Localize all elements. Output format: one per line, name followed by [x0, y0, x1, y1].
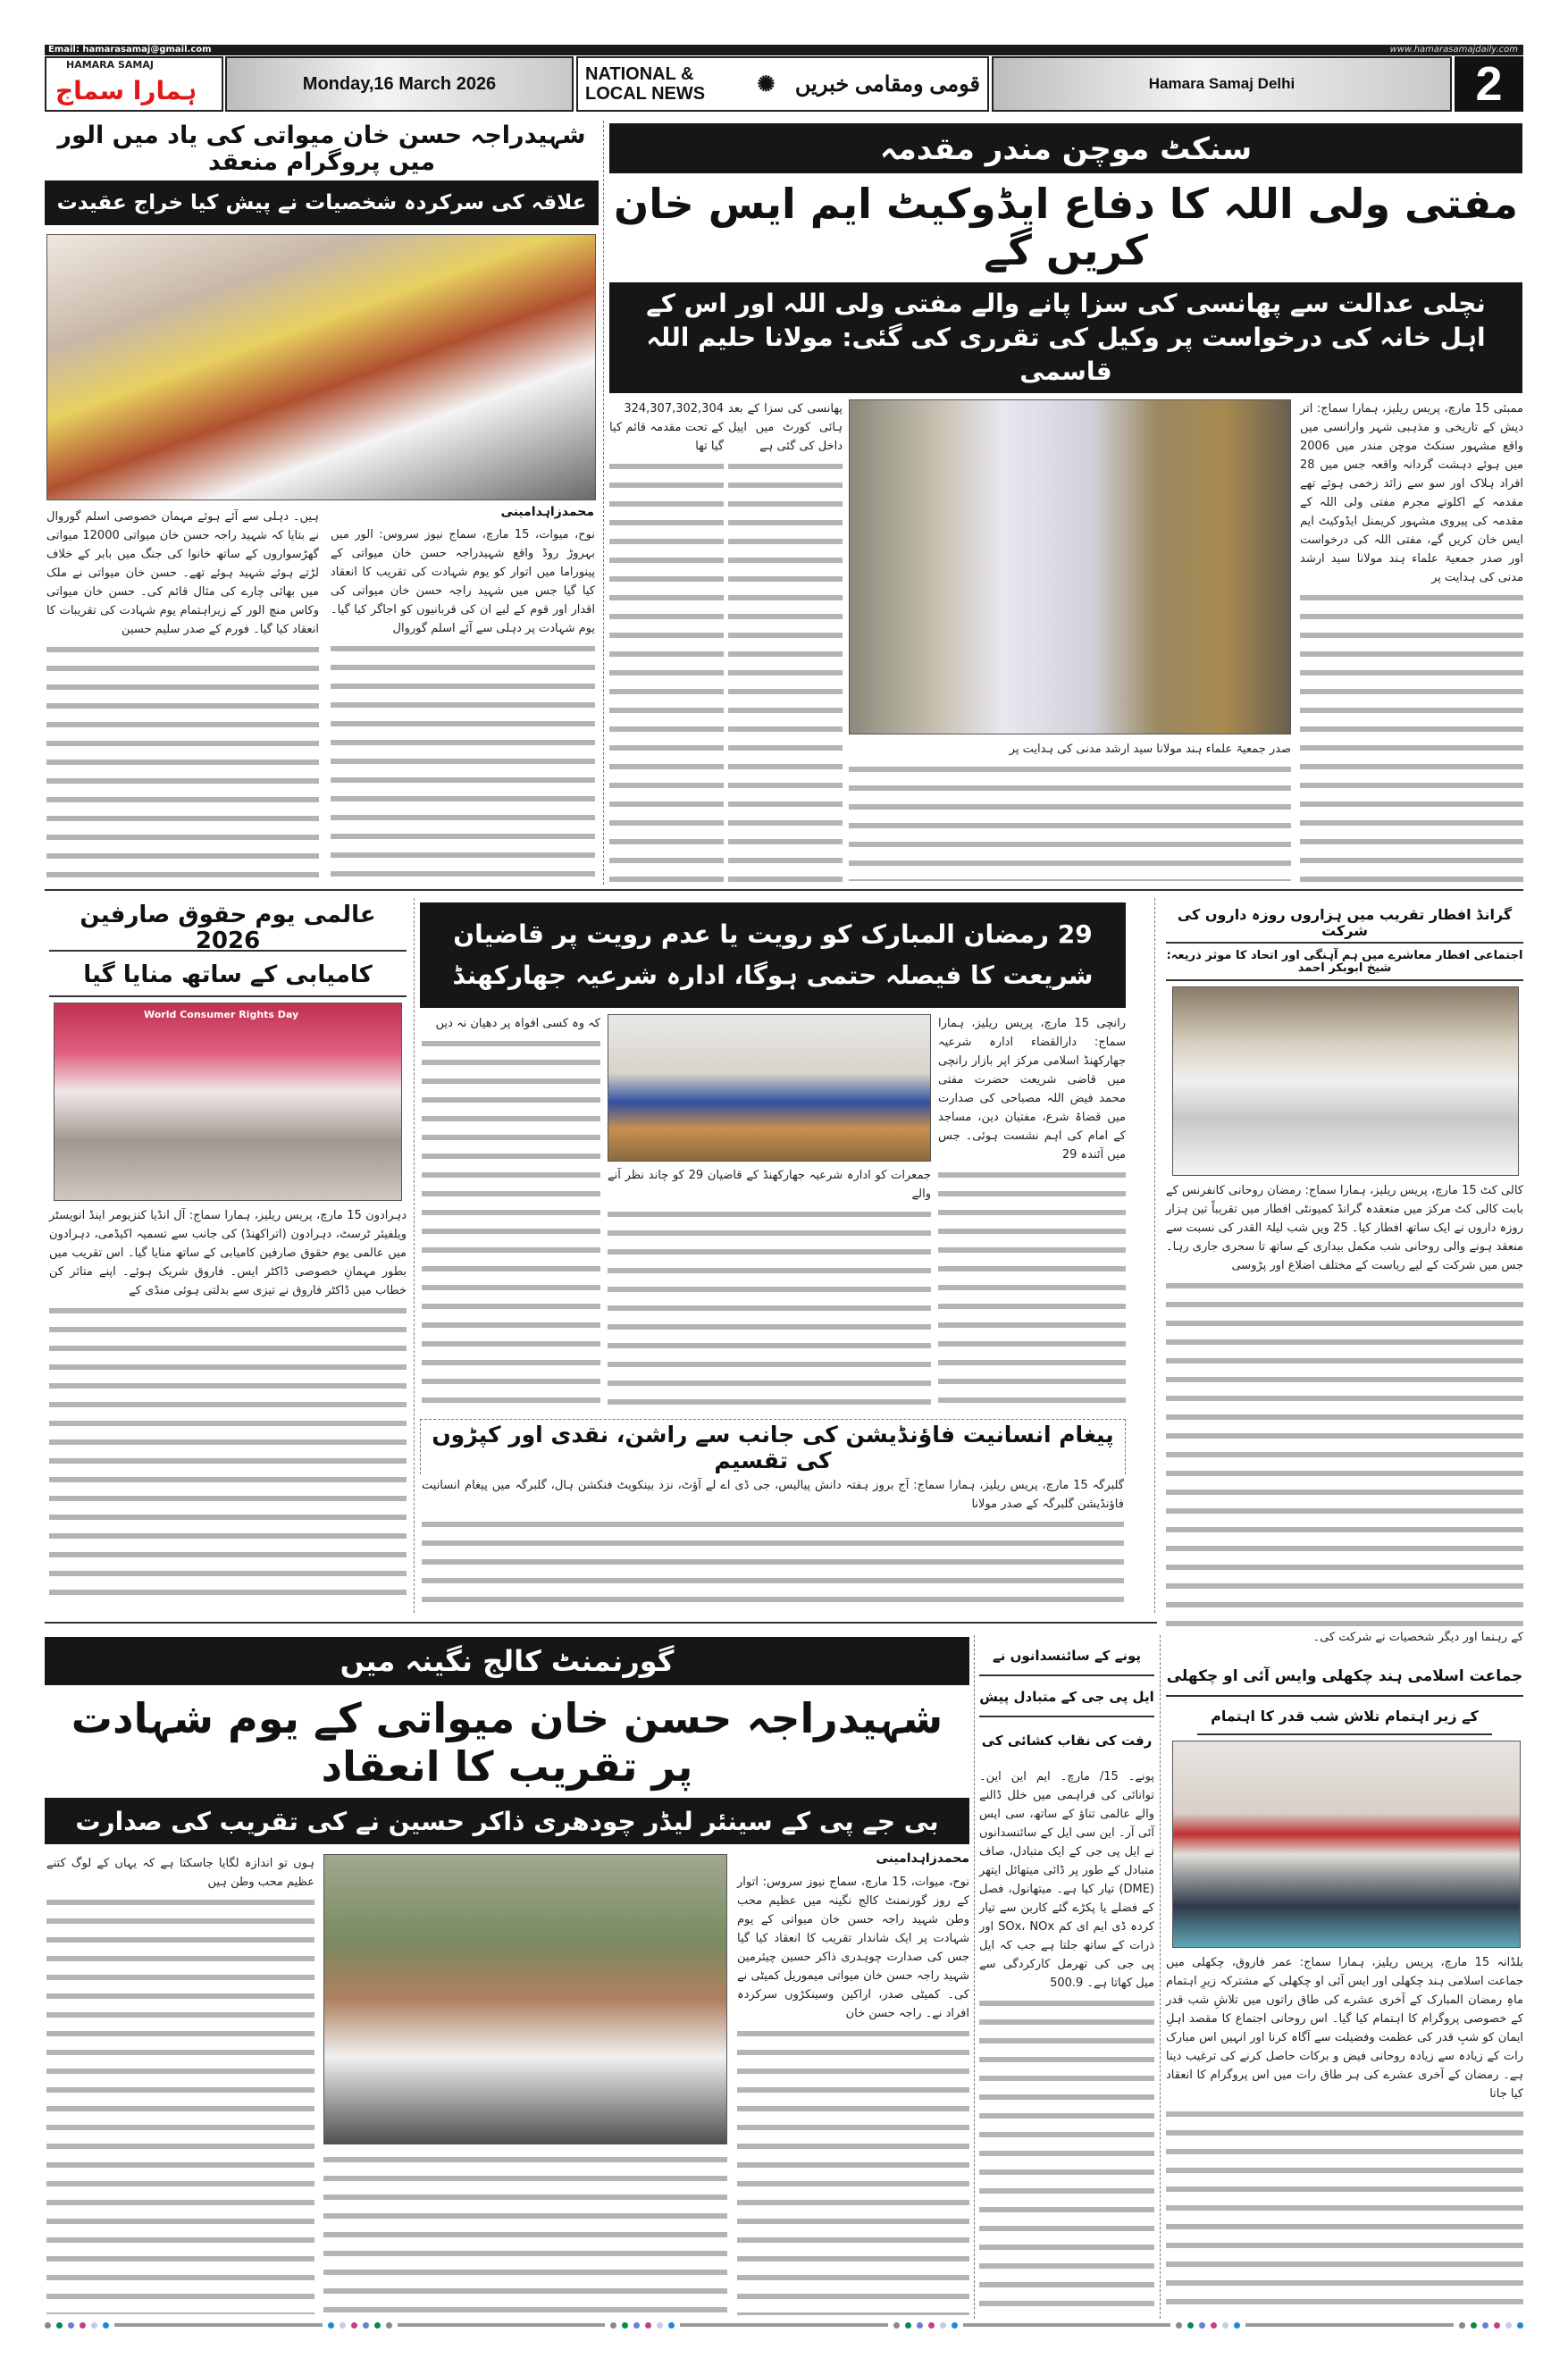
nagina-column-3: ہوں تو اندازہ لگایا جاسکتا ہے کہ یہاں کے لوگ کتنے عظیم محب وطن ہیں — [46, 1854, 314, 2314]
nagina-column-2 — [323, 2149, 727, 2314]
edition-name: Hamara Samaj Delhi — [1148, 75, 1295, 92]
mufti-column-1: ممبئی 15 مارچ، پریس ریلیز، ہمارا سماج: اتر دیش کے تاریخی و مذہبی شہر وارانسی میں واقع مشہور سنکٹ موچن مندر میں 2006 میں ہوئے دہشت گردانہ واقعہ جس میں 28 افراد ہلاک اور سو سے زائد زخمی ہوئے تھے مقدمہ کے اکلوتے مجرم مفتی ولی اللہ کے مقدمہ کی پیروی مشہور کریمنل ایڈوکیٹ ایم ایس خان کریں گے، مفتی اللہ کی درخواست اور صدر جمعیۃ علماء ہند مولانا سید ارشد مدنی کی ہدایت پر — [1300, 399, 1523, 882]
column-divider — [603, 121, 604, 885]
issue-date: Monday,16 March 2026 — [302, 73, 497, 94]
column-divider — [414, 898, 415, 1613]
paigham-headline: پیغام انسانیت فاؤنڈیشن کی جانب سے راشن، نقدی اور کپڑوں کی تقسیم — [420, 1419, 1126, 1474]
pune-headline-1: پونے کے سائنسدانوں نے — [979, 1637, 1154, 1676]
section-english: NATIONAL & LOCAL NEWS — [585, 64, 706, 104]
mufti-column-3: پھانسی کی سزا کے بعد ہائی کورٹ میں اپیل داخل کی گئی ہے — [728, 399, 843, 882]
column-divider — [1160, 1635, 1161, 2319]
alwar-column-1: نوح، میوات، 15 مارچ، سماج نیوز سروس: الور میں بہروڑ روڈ واقع شہیدراجہ حسن خان میواتی کے پینوراما میں اتوار کو یوم شہادت کی تقریب کا انعقاد کیا گیا جس میں شہید راجہ حسن خان میواتی کی اقدار اور قوم کے لیے ان کی قربانیوں کو اجاگر کیا گیا۔ یوم شہادت پر دہلی سے آئے اسلم گوروال — [331, 525, 595, 878]
ramadan-meeting-photo — [608, 1014, 931, 1162]
alwar-event-photo — [46, 234, 596, 500]
consumer-event-photo — [54, 1003, 402, 1201]
iftar-subhead: اجتماعی افطار معاشرے میں ہم آہنگی اور اتحاد کا موثر ذریعہ: شیخ ابوبکر احمد — [1166, 945, 1523, 981]
column-divider — [974, 1635, 975, 2319]
iftar-headline: گرانڈ افطار تقریب میں ہزاروں روزہ داروں کی شرکت — [1166, 904, 1523, 944]
website: www.hamarasamajdaily.com — [1389, 45, 1518, 55]
nagina-headline: شہیدراجہ حسن خان میواتی کے یوم شہادت پر تقریب کا انعقاد — [71, 1693, 943, 1791]
paigham-body: گلبرگہ 15 مارچ، پریس ریلیز، ہمارا سماج: آج بروز ہفتہ دانش پیالیس، جی ڈی اے لے آؤٹ، نزد بینکویٹ فنکشن ہال، گلبرگہ میں پیغام انسانیت فاؤنڈیشن گلبرگہ کے صدر مولانا — [422, 1476, 1124, 1610]
alwar-byline: محمدزاہدامینی — [500, 505, 594, 519]
footer-decoration — [45, 2321, 1523, 2329]
consumer-headline: عالمی یوم حقوق صارفین 2026 — [49, 907, 407, 952]
alwar-subhead: علاقہ کی سرکردہ شخصیات نے پیش کیا خراج عقیدت — [45, 180, 599, 225]
nagina-column-1: نوح، میوات، 15 مارچ، سماج نیوز سروس: اتوار کے روز گورنمنٹ کالج نگینہ میں عظیم محب وطن شہید راجہ حسن خان میواتی کے یوم شہادت پر ایک شاندار تقریب کا انعقاد کیا گیا جس کی صدارت چوہدری ذاکر حسین چیئرمین شہید راجہ حسن خان میواتی میموریل کمیٹی نے کی۔ کمیٹی صدر، اراکین وسینکڑوں سرکردہ افراد نے۔ راجہ حسن خان — [737, 1873, 969, 2315]
edition-box — [992, 56, 1452, 112]
mufti-column-4: 324,307,302,304 کے تحت مقدمہ قائم کیا گیا تھا — [609, 399, 724, 882]
consumer-subhead: کامیابی کے ساتھ منایا گیا — [49, 954, 407, 997]
alwar-headline: شہیدراجہ حسن خان میواتی کی یاد میں الور میں پروگرام منعقد — [57, 122, 586, 176]
nagina-statue-photo — [323, 1854, 727, 2144]
pune-headline-2: ایل پی جی کے متبادل پیش — [979, 1678, 1154, 1717]
mufti-column-2: صدر جمعیۃ علماء ہند مولانا سید ارشد مدنی کی ہدایت پر — [849, 740, 1291, 881]
iftar-crowd-photo — [1172, 986, 1519, 1176]
date-box — [225, 56, 574, 112]
logo-english: HAMARA SAMAJ — [66, 59, 154, 71]
jamaat-body: بلڈانہ 15 مارچ، پریس ریلیز، ہمارا سماج: عمر فاروق، چکھلی میں جماعت اسلامی ہند چکھلی اور ایس آئی او چکھلی کے مشترکہ زیرِ اہتمام ماہِ رمضان المبارک کے آخری عشرے کی طاق راتوں میں تلاشِ شب قدر کے خصوصی پروگرام کا اہتمام کیا گیا۔ اس روحانی اجتماع کا مقصد اہلِ ایمان کو شبِ قدر کی عظمت وفضیلت سے آگاہ کرنا اور انہیں اس مبارک رات کے زیادہ سے زیادہ روحانی فیض و برکات حاصل کرنے کی ترغیب دینا ہے۔ رمضان کے آخری عشرے کی ہر طاق رات میں اس پروگرام کا انعقاد کیا جاتا — [1166, 1953, 1523, 2315]
jamaat-subhead: کے زیر اہتمام تلاش شب قدر کا اہتمام — [1197, 1699, 1492, 1735]
nagina-subhead: بی جے پی کے سینئر لیڈر چودھری ذاکر حسین نے کی تقریب کی صدارت — [45, 1798, 969, 1844]
email: Email: hamarasamaj@gmail.com — [48, 45, 212, 55]
ramadan-column-2: جمعرات کو ادارہ شرعیہ جھارکھنڈ کے قاضیان 29 کو چاند نظر آنے والے — [608, 1166, 931, 1407]
alwar-column-2: ہیں۔ دہلی سے آئے ہوئے مہمان خصوصی اسلم گوروال نے بتایا کہ شہید راجہ حسن خان میواتی 12000 میواتی گھڑسواروں کے ساتھ خانوا کی جنگ میں بابر کے خلاف لڑتے ہوئے شہید ہوئے تھے۔ حسن خان میواتی نے ملک میں بھائی چارے کی مثال قائم کی۔ حسن خان میواتی وکاس منچ الور کے زیراہتمام یوم شہادت کی تقریبات کا انعقاد کیا گیا۔ فورم کے صدر سلیم حسین — [46, 508, 319, 878]
mufti-court-photo — [849, 399, 1291, 734]
mufti-subhead: نچلی عدالت سے پھانسی کی سزا پانے والے مفتی ولی اللہ اور اس کے اہل خانہ کی درخواست پر وکیل کی تقرری کی گئی: مولانا حلیم اللہ قاسمی — [609, 282, 1522, 393]
newspaper-logo — [45, 56, 223, 112]
pune-headline-3: رفت کی نقاب کشائی کی — [981, 1732, 1153, 1749]
section-divider — [45, 1622, 1157, 1624]
jamaat-gathering-photo — [1172, 1741, 1521, 1948]
ramadan-headline: 29 رمضان المبارک کو رویت یا عدم رویت پر قاضیان شریعت کا فیصلہ حتمی ہوگا، ادارہ شرعیہ جھارکھنڈ — [420, 902, 1126, 1008]
iftar-closing: کے رہنما اور دیگر شخصیات نے شرکت کی۔ — [1312, 1631, 1523, 1644]
iftar-body: کالی کٹ 15 مارچ، پریس ریلیز، ہمارا سماج: رمضان روحانی کانفرنس کے بابت کالی کٹ مرکز میں منعقدہ گرانڈ کمیونٹی افطار میں تقریباً تین ہزار روزہ داروں نے ایک ساتھ افطار کیا۔ 25 ویں شب لیلۃ القدر کی نسبت سے منعقد ہونے والی روحانی شب مکمل بیداری کے ساتھ تا سحری جاری رہا۔ جس میں شرکت کے لیے ریاست کے مختلف اضلاع اور پڑوسی — [1166, 1181, 1523, 1626]
jamaat-headline: جماعت اسلامی ہند چکھلی وایس آئی او چکھلی — [1166, 1657, 1523, 1697]
logo-urdu: ہمارا سماج — [55, 76, 197, 105]
nagina-kicker: گورنمنٹ کالج نگینہ میں — [45, 1637, 969, 1685]
ramadan-column-3: کہ وہ کسی افواہ پر دھیان نہ دیں — [422, 1014, 600, 1407]
column-divider — [1154, 898, 1155, 1613]
consumer-body: دہرادون 15 مارچ، پریس ریلیز، ہمارا سماج: آل انڈیا کنزیومر اینڈ انویسٹر ویلفیئر ٹرسٹ، دہرادون (اتراکھنڈ) کی جانب سے تسمیہ اکیڈمی، دہرادون میں عالمی یوم حقوق صارفین کامیابی کے ساتھ منایا گیا۔ اس تقریب میں بطور مہمانِ خصوصی ڈاکٹر ایس۔ فاروق شریک ہوئے۔ اپنے متاثر کن خطاب میں ڈاکٹر فاروق نے تیزی سے بدلتی ہوئی منڈی کے — [49, 1206, 407, 1604]
section-box — [576, 56, 989, 112]
top-strip — [45, 45, 1523, 55]
mufti-headline: مفتی ولی اللہ کا دفاع ایڈوکیٹ ایم ایس خان کریں گے — [614, 180, 1518, 274]
page-number: 2 — [1455, 56, 1523, 112]
pune-body: پونے۔ 15/ مارچ۔ ایم این این۔ توانائی کی فراہمی میں خلل ڈالنے والے عالمی تناؤ کے ساتھ، سی ایس آئی آر۔ این سی ایل کے سائنسدانوں نے ایل پی جی کے ایک متبادل، صاف متبادل کے طور پر ڈائی میتھائل ایتھر (DME) تیار کیا ہے۔ میتھانول، فصل کے فضلے یا پکڑے گئے کاربن سے تیار کردہ ڈی ایم ای کم SOx، NOx اور ذرات کے ساتھ جلتا ہے جب کہ ایل پی جی کی تھرمل کارکردگی سے میل کھاتا ہے۔ 500.9 — [979, 1767, 1154, 2314]
section-divider — [45, 889, 1523, 891]
mufti-kicker: سنکٹ موچن مندر مقدمہ — [609, 123, 1522, 173]
section-urdu: قومی ومقامی خبریں — [794, 71, 980, 97]
banner-text: World Consumer Rights Day — [144, 1009, 299, 1020]
ramadan-column-1: رانچی 15 مارچ، پریس ریلیز، ہمارا سماج: دارالقضاء ادارہ شرعیہ جھارکھنڈ اسلامی مرکز اپر بازار رانچی میں قاضی شریعت حضرت مفتی محمد فیض اللہ مصباحی کی صدارت میں قضاۃ شرع، مفتیان دین، مساجد کے امام کی اہم نشست ہوئی۔ جس میں آئندہ 29 — [938, 1014, 1126, 1407]
nagina-byline: محمدزاہدامینی — [876, 1851, 969, 1866]
pune-figure: 500.9 — [1050, 1976, 1084, 1990]
star-icon: ✺ — [757, 71, 776, 97]
